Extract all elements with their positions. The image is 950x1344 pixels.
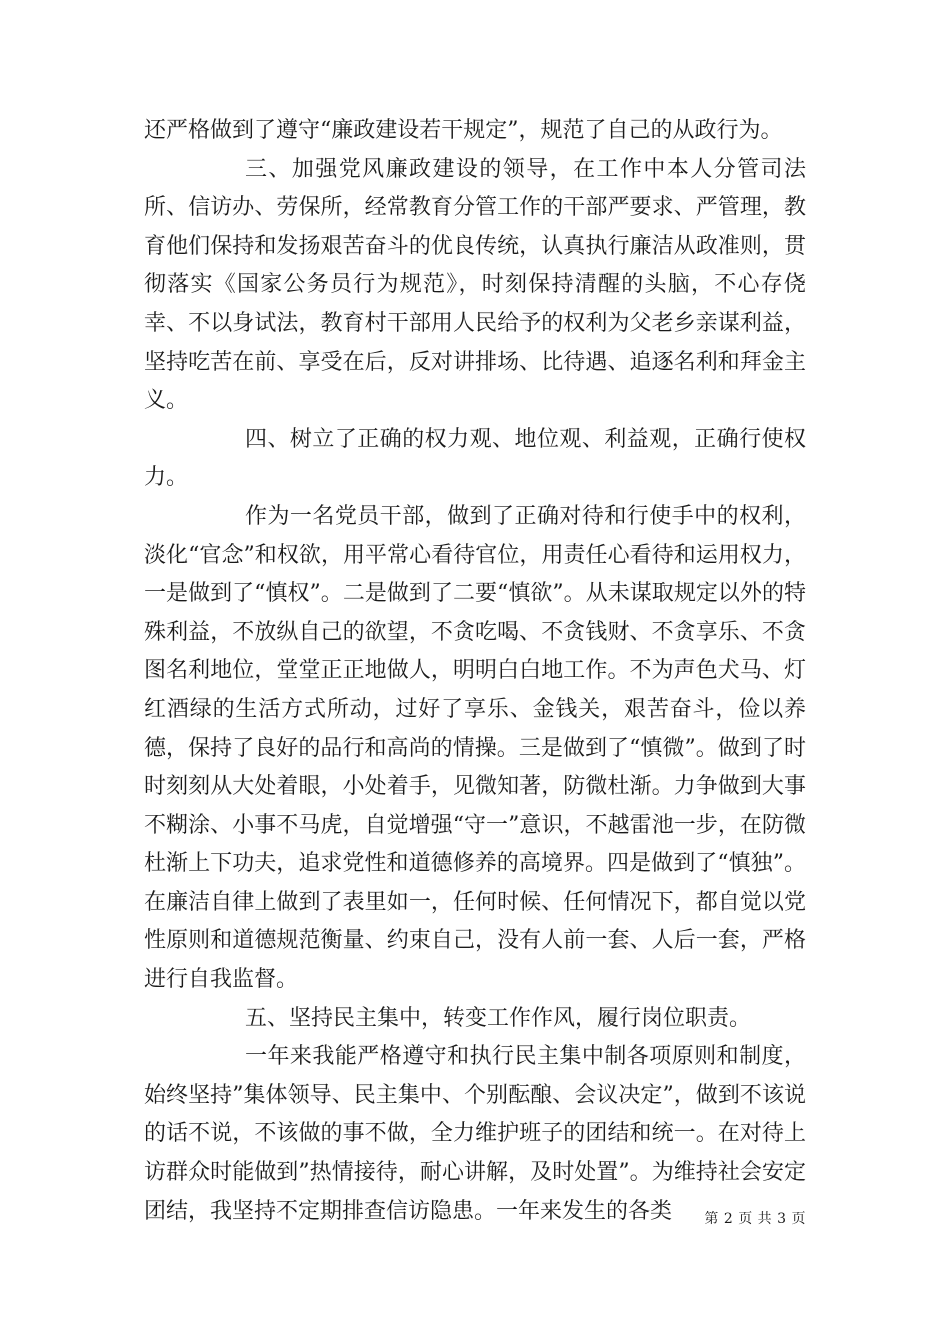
paragraph-section-5-heading: 五、坚持民主集中，转变工作作风，履行岗位职责。: [245, 1005, 752, 1031]
paragraph-continuation: 还严格做到了遵守“廉政建设若干规定”，规范了自己的从政行为。: [144, 118, 783, 143]
paragraph-section-4-heading: 四、树立了正确的权力观、地位观、利益观，正确行使权力。: [144, 426, 806, 491]
paragraph-section-4-body: 作为一名党员干部，做到了正确对待和行使手中的权利，淡化“官念”和权欲，用平常心看待官位，用责任心看待和运用权力，一是做到了“慎权”。二是做到了二要“慎欲”。从未谋取规定以外的特殊利益，不放纵自己的欲望，不贪吃喝、不贪钱财、不贪享乐、不贪图名利地位，堂堂正正地做人，明明白白地工作。不为声色犬马、灯红酒绿的生活方式所动，过好了享乐、金钱关，艰苦奋斗，俭以养德，保持了良好的品行和高尚的情操。三是做到了“慎微”。做到了时时刻刻从大处着眼，小处着手，见微知著，防微杜渐。力争做到大事不糊涂、小事不马虎，自觉增强“守一”意识，不越雷池一步，在防微杜渐上下功夫，追求党性和道德修养的高境界。四是做到了“慎独”。在廉洁自律上做到了表里如一，任何时候、任何情况下，都自觉以党性原则和道德规范衡量、约束自己，没有人前一套、人后一套，严格进行自我监督。: [144, 503, 806, 993]
paragraph-section-5-body: 一年来我能严格遵守和执行民主集中制各项原则和制度，始终坚持”集体领导、民主集中、个别酝酿、会议决定”，做到不该说的话不说，不该做的事不做，全力维护班子的团结和统一。在对待上访群众时能做到”热情接待，耐心讲解，及时处置”。为维持社会安定团结，我坚持不定期排查信访隐患。一年来发生的各类: [144, 1044, 806, 1224]
paragraph-section-3: 三、加强党风廉政建设的领导，在工作中本人分管司法所、信访办、劳保所，经常教育分管工作的干部严要求、严管理，教育他们保持和发扬艰苦奋斗的优良传统，认真执行廉洁从政准则，贯彻落实《国家公务员行为规范》，时刻保持清醒的头脑，不心存侥幸、不以身试法，教育村干部用人民给予的权利为父老乡亲谋利益，坚持吃苦在前、享受在后，反对讲排场、比待遇、追逐名利和拜金主义。: [144, 156, 806, 414]
page-number-footer: 第 2 页 共 3 页: [704, 1211, 806, 1227]
document-body: [144, 112, 806, 1231]
